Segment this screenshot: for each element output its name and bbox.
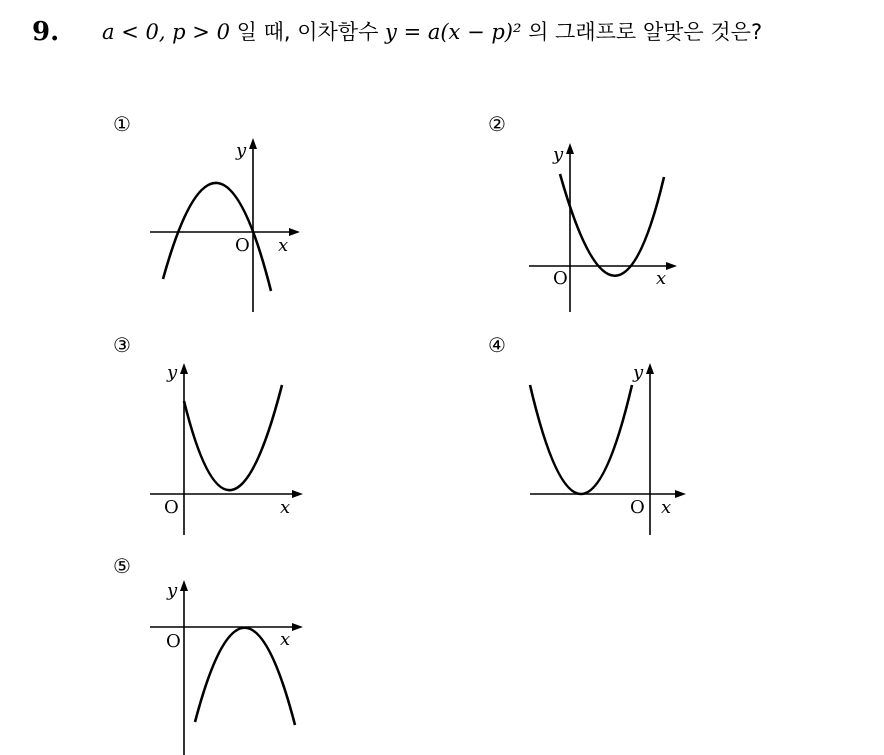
choice-marker-4: ④ bbox=[488, 333, 506, 357]
x-axis-arrow bbox=[292, 623, 303, 631]
origin-label: O bbox=[235, 235, 250, 256]
choice-5-graph bbox=[140, 572, 315, 755]
x-axis-label: x bbox=[278, 235, 289, 256]
x-axis-label: x bbox=[280, 629, 291, 650]
x-axis-label: x bbox=[661, 497, 672, 518]
choice-3-graph bbox=[140, 355, 315, 545]
y-axis-arrow bbox=[180, 580, 188, 591]
question-text-end: 의 그래프로 알맞은 것은? bbox=[521, 20, 763, 44]
question-text-mid: 일 때, 이차함수 bbox=[229, 20, 386, 44]
choice-marker-2: ② bbox=[488, 112, 506, 136]
x-axis-arrow bbox=[666, 262, 677, 270]
function-equation: y = a(x − p)² bbox=[385, 20, 522, 44]
y-axis-label: y bbox=[633, 362, 644, 383]
y-axis-label: y bbox=[236, 140, 247, 161]
x-axis-label: x bbox=[280, 497, 291, 518]
choice-1-graph bbox=[140, 130, 310, 320]
origin-label: O bbox=[630, 497, 645, 518]
question-text bbox=[102, 10, 762, 54]
y-axis-arrow bbox=[180, 363, 188, 374]
origin-label: O bbox=[166, 631, 181, 652]
origin-label: O bbox=[553, 268, 568, 289]
choice-4-graph bbox=[520, 355, 695, 545]
y-axis-label: y bbox=[167, 362, 178, 383]
choice-marker-5: ⑤ bbox=[113, 554, 131, 578]
x-axis-label: x bbox=[656, 268, 667, 289]
parabola bbox=[530, 385, 632, 494]
origin-label: O bbox=[164, 497, 179, 518]
y-axis-arrow bbox=[646, 363, 654, 374]
y-axis-label: y bbox=[553, 144, 564, 165]
choice-2-graph bbox=[520, 135, 690, 325]
question-number: 9. bbox=[32, 17, 60, 47]
x-axis-arrow bbox=[675, 490, 686, 498]
y-axis-arrow bbox=[566, 143, 574, 154]
parabola bbox=[184, 385, 282, 490]
x-axis-arrow bbox=[289, 228, 300, 236]
choice-marker-3: ③ bbox=[113, 333, 131, 357]
condition-math: a < 0, p > 0 bbox=[102, 20, 230, 44]
question-header bbox=[32, 10, 872, 54]
parabola bbox=[163, 183, 271, 291]
x-axis-arrow bbox=[292, 490, 303, 498]
y-axis-label: y bbox=[167, 580, 178, 601]
choice-marker-1: ① bbox=[113, 112, 131, 136]
parabola bbox=[560, 174, 664, 276]
y-axis-arrow bbox=[249, 138, 257, 149]
